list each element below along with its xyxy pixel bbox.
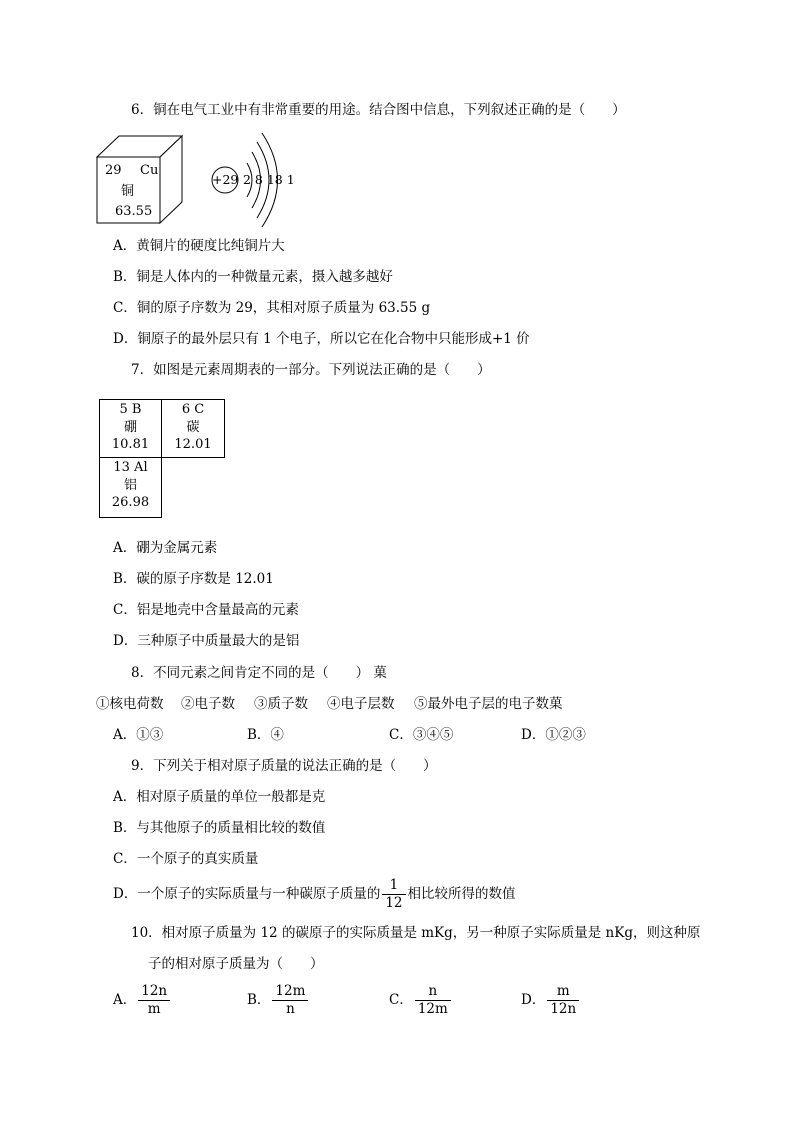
q10-stem-line2: 子的相对原子质量为（ ） — [148, 956, 324, 972]
q9-stem: 9．下列关于相对原子质量的说法正确的是（ ） — [131, 758, 437, 774]
q8-option-a: A．①③ — [113, 727, 164, 743]
q8-item-mark: 菓 — [549, 696, 563, 712]
cu-symbol: Cu — [140, 163, 159, 178]
one-twelfth-fraction: $\frac{1}{12}$ — [382, 877, 405, 912]
cu-mass: 63.55 — [115, 204, 153, 219]
q10-option-c: C． $\frac{n}{12m}$ — [389, 982, 453, 1018]
boron-name: 硼 — [123, 419, 137, 435]
aluminum-name: 铝 — [123, 477, 137, 493]
fraction-c: $\frac{n}{12m}$ — [415, 983, 451, 1018]
q7-option-b: B．碳的原子序数是 12.01 — [113, 571, 274, 587]
aluminum-head: 13 Al — [113, 460, 148, 475]
boron-head: 5 B — [119, 402, 142, 417]
q10-option-b: B． $\frac{12m}{n}$ — [247, 982, 310, 1018]
q8-item-4: ④电子层数 — [327, 696, 395, 712]
q6-stem: 6．铜在电气工业中有非常重要的用途。结合图中信息，下列叙述正确的是（ ） — [131, 102, 626, 118]
boron-mass: 10.81 — [111, 437, 150, 452]
aluminum-mass: 26.98 — [111, 495, 150, 510]
q10-option-a: A． $\frac{12n}{m}$ — [113, 982, 172, 1018]
q8-option-c: C．③④⑤ — [389, 727, 454, 743]
cu-name: 铜 — [121, 184, 135, 199]
q6-option-b: B．铜是人体内的一种微量元素，摄入越多越好 — [113, 269, 393, 285]
q8-option-d: D．①②③ — [521, 727, 586, 743]
cu-shell-electrons: 2 8 18 1 — [243, 172, 295, 187]
q8-stem: 8．不同元素之间肯定不同的是（ ） 菓 — [131, 665, 387, 681]
q7-option-d: D．三种原子中质量最大的是铝 — [113, 633, 300, 649]
fraction-b: $\frac{12m}{n}$ — [272, 983, 308, 1018]
periodic-cell-boron — [99, 399, 162, 458]
q9-option-d: D．一个原子的实际质量与一种碳原子质量的 $\frac{1}{12}$ 相比较所得的数值 — [113, 877, 516, 911]
q8-stem-mark: 菓 — [373, 665, 387, 681]
q8-item-1: ①核电荷数 — [96, 696, 164, 712]
periodic-cell-carbon — [161, 399, 225, 458]
carbon-mass: 12.01 — [174, 437, 212, 452]
q9-option-a: A．相对原子质量的单位一般都是克 — [113, 789, 326, 805]
q8-item-5: ⑤最外电子层的电子数菓 — [414, 696, 563, 712]
carbon-name: 碳 — [186, 419, 200, 435]
q6-option-d: D．铜原子的最外层只有 1 个电子，所以它在化合物中只能形成+1 价 — [113, 331, 530, 347]
q7-stem: 7．如图是元素周期表的一部分。下列说法正确的是（ ） — [131, 362, 491, 378]
cu-nucleus-charge: +29 — [212, 172, 239, 187]
q8-option-b: B．④ — [247, 727, 284, 743]
q6-option-c: C．铜的原子序数为 29，其相对原子质量为 63.55 g — [113, 300, 431, 316]
cu-atomic-number: 29 — [105, 163, 122, 178]
fraction-d: $\frac{m}{12n}$ — [547, 983, 579, 1018]
q6-option-a: A．黄铜片的硬度比纯铜片大 — [113, 238, 285, 254]
fraction-a: $\frac{12n}{m}$ — [138, 983, 170, 1018]
q9-option-b: B．与其他原子的质量相比较的数值 — [113, 820, 326, 836]
q7-option-a: A．硼为金属元素 — [113, 540, 218, 556]
periodic-cell-aluminum — [99, 457, 162, 518]
q8-item-3: ③质子数 — [254, 696, 308, 712]
carbon-head: 6 C — [181, 402, 205, 417]
q10-stem-line1: 10．相对原子质量为 12 的碳原子的实际质量是 mKg，另一种原子实际质量是 nKg，则这种原 — [131, 925, 701, 941]
q10-option-d: D． $\frac{m}{12n}$ — [521, 982, 581, 1018]
q8-item-2: ②电子数 — [181, 696, 235, 712]
q7-option-c: C．铝是地壳中含量最高的元素 — [113, 602, 299, 618]
q9-option-c: C．一个原子的真实质量 — [113, 851, 259, 867]
